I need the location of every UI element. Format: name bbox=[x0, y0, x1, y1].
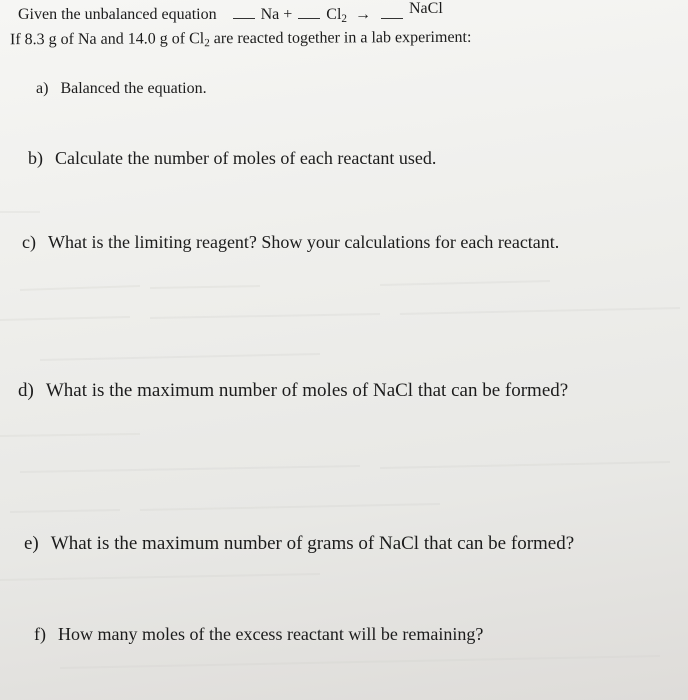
question-letter: f) bbox=[34, 624, 46, 644]
product-nacl: NaCl bbox=[409, 0, 443, 17]
coefficient-blank bbox=[233, 6, 255, 19]
question-text: What is the maximum number of moles of NaCl that can be formed? bbox=[45, 380, 569, 401]
question-text: Balanced the equation. bbox=[60, 80, 207, 97]
question-text: Calculate the number of moles of each reactant used. bbox=[55, 148, 437, 168]
given-equation bbox=[18, 0, 443, 25]
question-letter: d) bbox=[18, 380, 34, 401]
coefficient-blank bbox=[298, 6, 320, 19]
reaction-arrow: → bbox=[355, 6, 371, 23]
reactant-cl: $Cl_2$ bbox=[326, 6, 347, 25]
question-letter: a) bbox=[36, 80, 49, 97]
reactant-na: Na + bbox=[260, 6, 293, 23]
question-letter: b) bbox=[28, 148, 43, 168]
question-text: What is the maximum number of grams of NaCl that can be formed? bbox=[50, 533, 575, 554]
question-letter: e) bbox=[24, 533, 39, 554]
problem-statement: If 8.3 g of Na and 14.0 g of $Cl_2$ are reacted together in a lab experiment: bbox=[9, 28, 472, 50]
question-a bbox=[36, 80, 207, 98]
question-e bbox=[24, 533, 574, 555]
question-b bbox=[28, 148, 436, 169]
question-f bbox=[34, 624, 483, 645]
coefficient-blank bbox=[381, 6, 403, 19]
given-prefix: Given the unbalanced equation bbox=[18, 6, 217, 23]
question-d bbox=[18, 380, 568, 402]
question-c bbox=[22, 232, 559, 253]
question-text: What is the limiting reagent? Show your calculations for each reactant. bbox=[47, 232, 560, 252]
question-letter: c) bbox=[22, 232, 36, 252]
question-text: How many moles of the excess reactant will be remaining? bbox=[58, 624, 484, 644]
